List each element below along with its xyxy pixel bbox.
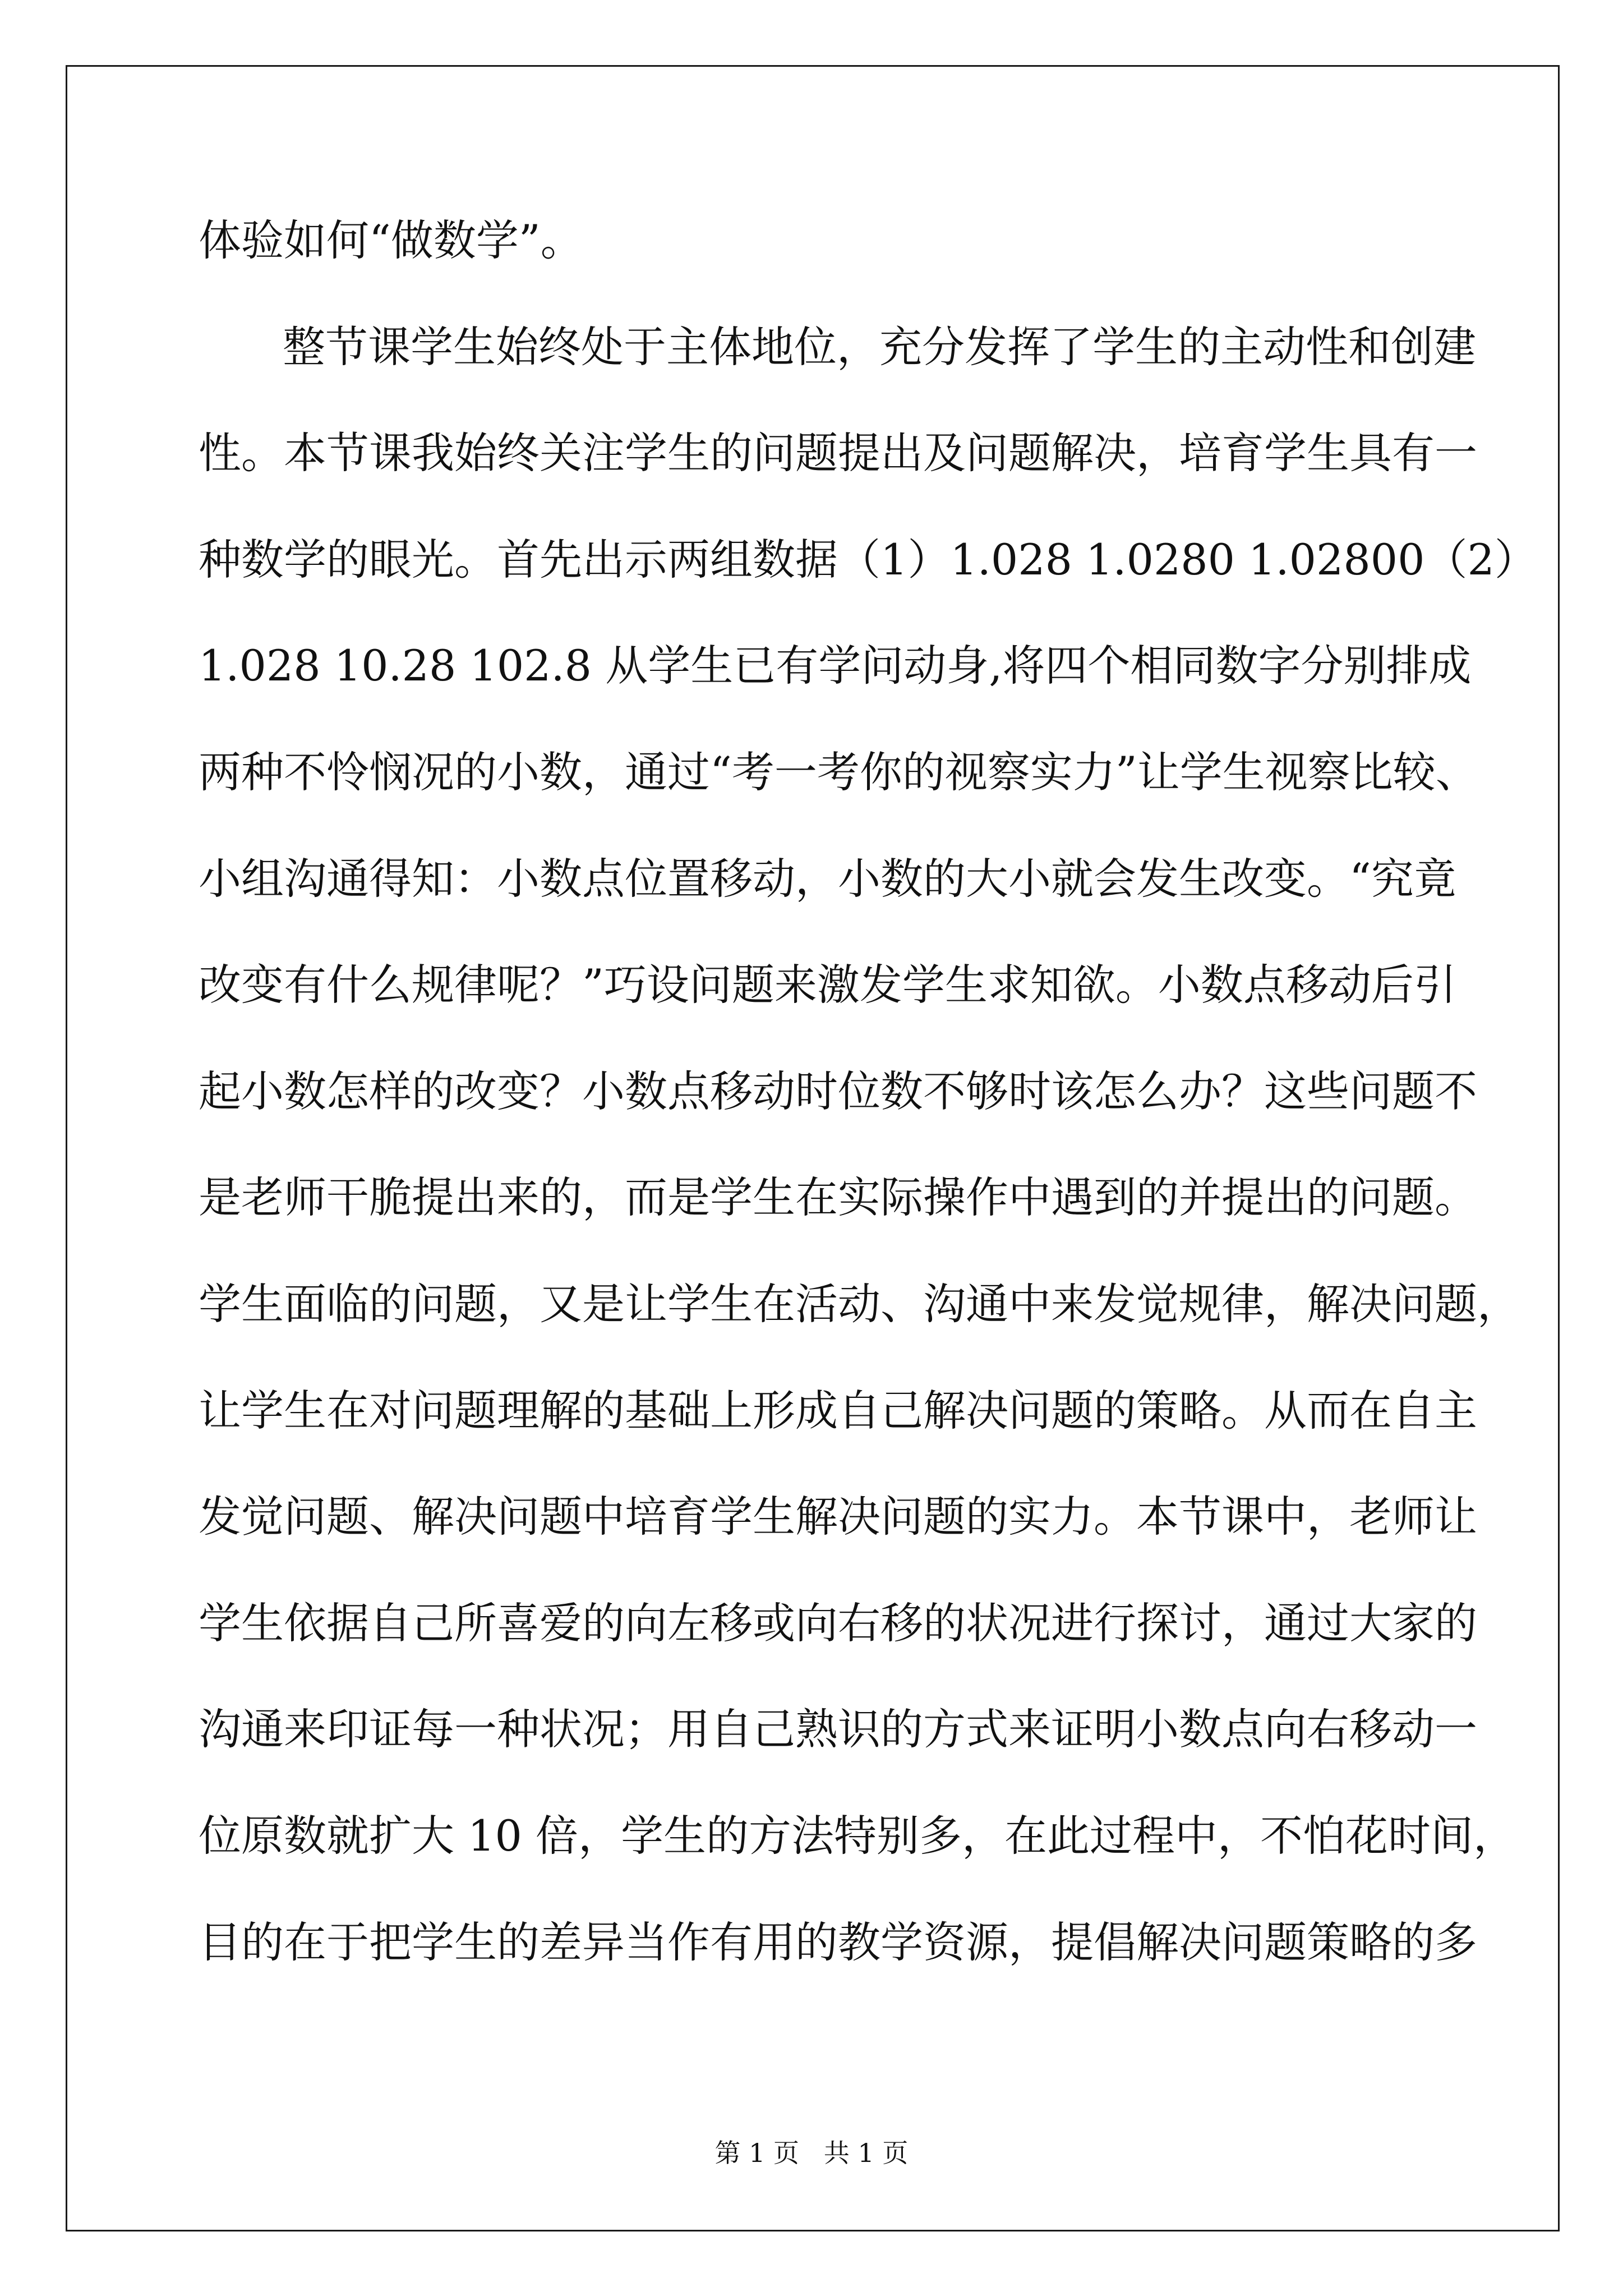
body-line: 位原数就扩大 10 倍，学生的方法特别多，在此过程中，不怕花时间， bbox=[199, 1811, 1516, 1861]
page-number-footer: 第 1 页 共 1 页 bbox=[714, 2138, 909, 2168]
body-line: 沟通来印证每一种状况；用自己熟识的方式来证明小数点向右移动一 bbox=[199, 1704, 1477, 1754]
body-line: 体验如何“做数学”。 bbox=[199, 215, 583, 265]
body-line: 改变有什么规律呢？”巧设问题来激发学生求知欲。小数点移动后引 bbox=[199, 960, 1456, 1010]
page-border bbox=[66, 65, 1560, 2231]
body-line: 是老师干脆提出来的，而是学生在实际操作中遇到的并提出的问题。 bbox=[199, 1172, 1477, 1222]
body-line: 1.028 10.28 102.8 从学生已有学问动身,将四个相同数字分别排成 bbox=[199, 641, 1472, 691]
body-line: 学生依据自己所喜爱的向左移或向右移的状况进行探讨，通过大家的 bbox=[199, 1598, 1477, 1648]
body-line: 小组沟通得知：小数点位置移动，小数的大小就会发生改变。“究竟 bbox=[199, 854, 1456, 904]
body-line: 让学生在对问题理解的基础上形成自己解决问题的策略。从而在自主 bbox=[199, 1386, 1477, 1435]
body-line: 起小数怎样的改变？小数点移动时位数不够时该怎么办？这些问题不 bbox=[199, 1066, 1477, 1116]
body-line: 性。本节课我始终关注学生的问题提出及问题解决，培育学生具有一 bbox=[199, 428, 1477, 478]
body-line: 目的在于把学生的差异当作有用的教学资源，提倡解决问题策略的多 bbox=[199, 1917, 1477, 1967]
paragraph-first-line: 整节课学生始终处于主体地位，充分发挥了学生的主动性和创建 bbox=[283, 322, 1476, 372]
body-line: 两种不怜悯况的小数，通过“考一考你的视察实力”让学生视察比较、 bbox=[199, 747, 1478, 797]
body-line: 发觉问题、解决问题中培育学生解决问题的实力。本节课中，老师让 bbox=[199, 1492, 1477, 1542]
body-line: 学生面临的问题，又是让学生在活动、沟通中来发觉规律，解决问题， bbox=[199, 1279, 1520, 1329]
body-line: 种数学的眼光。首先出示两组数据（1）1.028 1.0280 1.02800（2） bbox=[199, 535, 1537, 585]
